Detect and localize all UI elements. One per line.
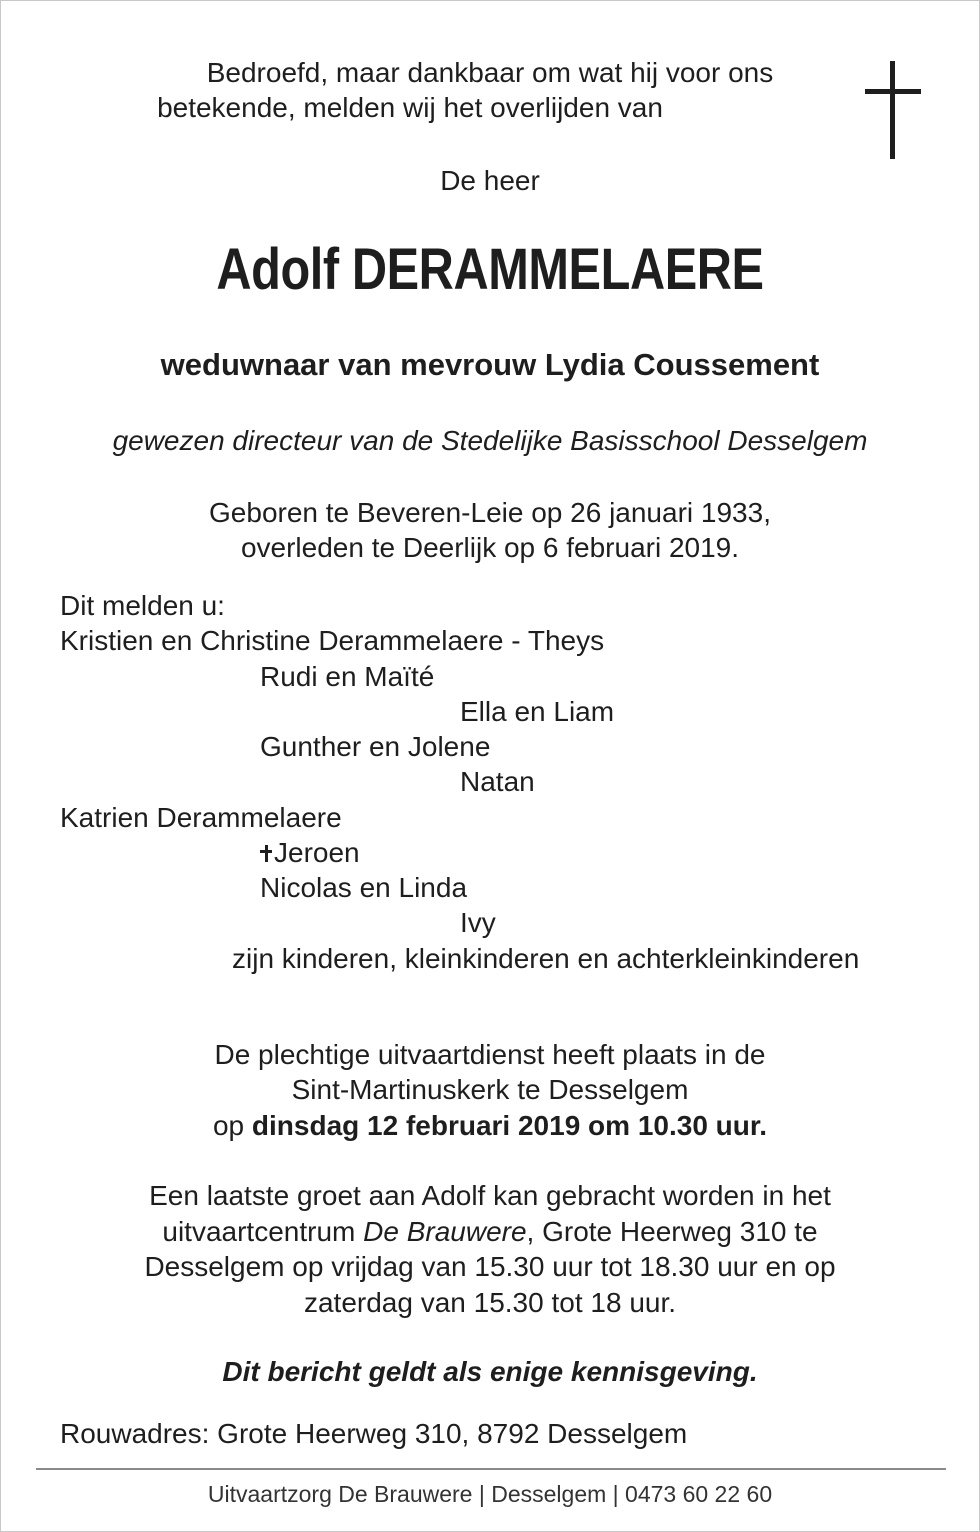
small-cross-icon xyxy=(260,843,272,863)
intro-line-1: Bedroefd, maar dankbaar om wat hij voor ons xyxy=(206,57,774,88)
funeral-date-time: dinsdag 12 februari 2019 om 10.30 uur. xyxy=(251,1110,768,1141)
family-member-name: Jeroen xyxy=(274,837,360,868)
footer: Uitvaartzorg De Brauwere | Desselgem | 0473 60 22 60 xyxy=(207,1481,773,1507)
funeral-line-3 xyxy=(1,1108,979,1143)
widower-of: weduwnaar van mevrouw Lydia Coussement xyxy=(160,347,820,382)
funeral-line-1: De plechtige uitvaartdienst heeft plaats in de xyxy=(214,1039,766,1070)
occupation: gewezen directeur van de Stedelijke Basisschool Desselgem xyxy=(112,425,868,456)
family-member: Ella en Liam xyxy=(460,696,615,727)
family-closing: zijn kinderen, kleinkinderen en achterkleinkinderen xyxy=(232,943,860,974)
family-intro: Dit melden u: xyxy=(60,590,225,621)
visitation-line-2-suffix: , Grote Heerweg 310 te xyxy=(526,1216,818,1247)
family-member: Ivy xyxy=(460,907,496,938)
footer-divider xyxy=(36,1468,946,1470)
family-member: Kristien en Christine Derammelaere - Theys xyxy=(60,625,605,656)
funeral-line-3-prefix: op xyxy=(212,1110,252,1141)
family-member: Gunther en Jolene xyxy=(260,731,491,762)
family-member: Katrien Derammelaere xyxy=(60,802,342,833)
cross-icon xyxy=(861,61,925,161)
deceased-name: Adolf DERAMMELAERE xyxy=(216,237,764,302)
intro-line-2: betekende, melden wij het overlijden van xyxy=(157,92,663,123)
born-line: Geboren te Beveren-Leie op 26 januari 1933, xyxy=(209,497,771,528)
family-member-deceased xyxy=(260,835,360,870)
family-member: Nicolas en Linda xyxy=(260,872,468,903)
visitation-line-2-prefix: uitvaartcentrum xyxy=(162,1216,364,1247)
family-member: Rudi en Maïté xyxy=(260,661,435,692)
visitation-line-4: zaterdag van 15.30 tot 18 uur. xyxy=(303,1287,677,1318)
notice: Dit bericht geldt als enige kennisgeving. xyxy=(222,1356,758,1387)
funeral-home-name: De Brauwere xyxy=(363,1216,527,1247)
mourning-address: Rouwadres: Grote Heerweg 310, 8792 Desselgem xyxy=(60,1418,688,1449)
funeral-line-2: Sint-Martinuskerk te Desselgem xyxy=(291,1074,689,1105)
visitation-line-2 xyxy=(1,1214,979,1249)
died-line: overleden te Deerlijk op 6 februari 2019. xyxy=(240,532,740,563)
salutation: De heer xyxy=(440,165,540,196)
visitation-line-3: Desselgem op vrijdag van 15.30 uur tot 18.30 uur en op xyxy=(144,1251,836,1282)
visitation-line-1: Een laatste groet aan Adolf kan gebracht worden in het xyxy=(149,1180,831,1211)
family-member: Natan xyxy=(460,766,535,797)
